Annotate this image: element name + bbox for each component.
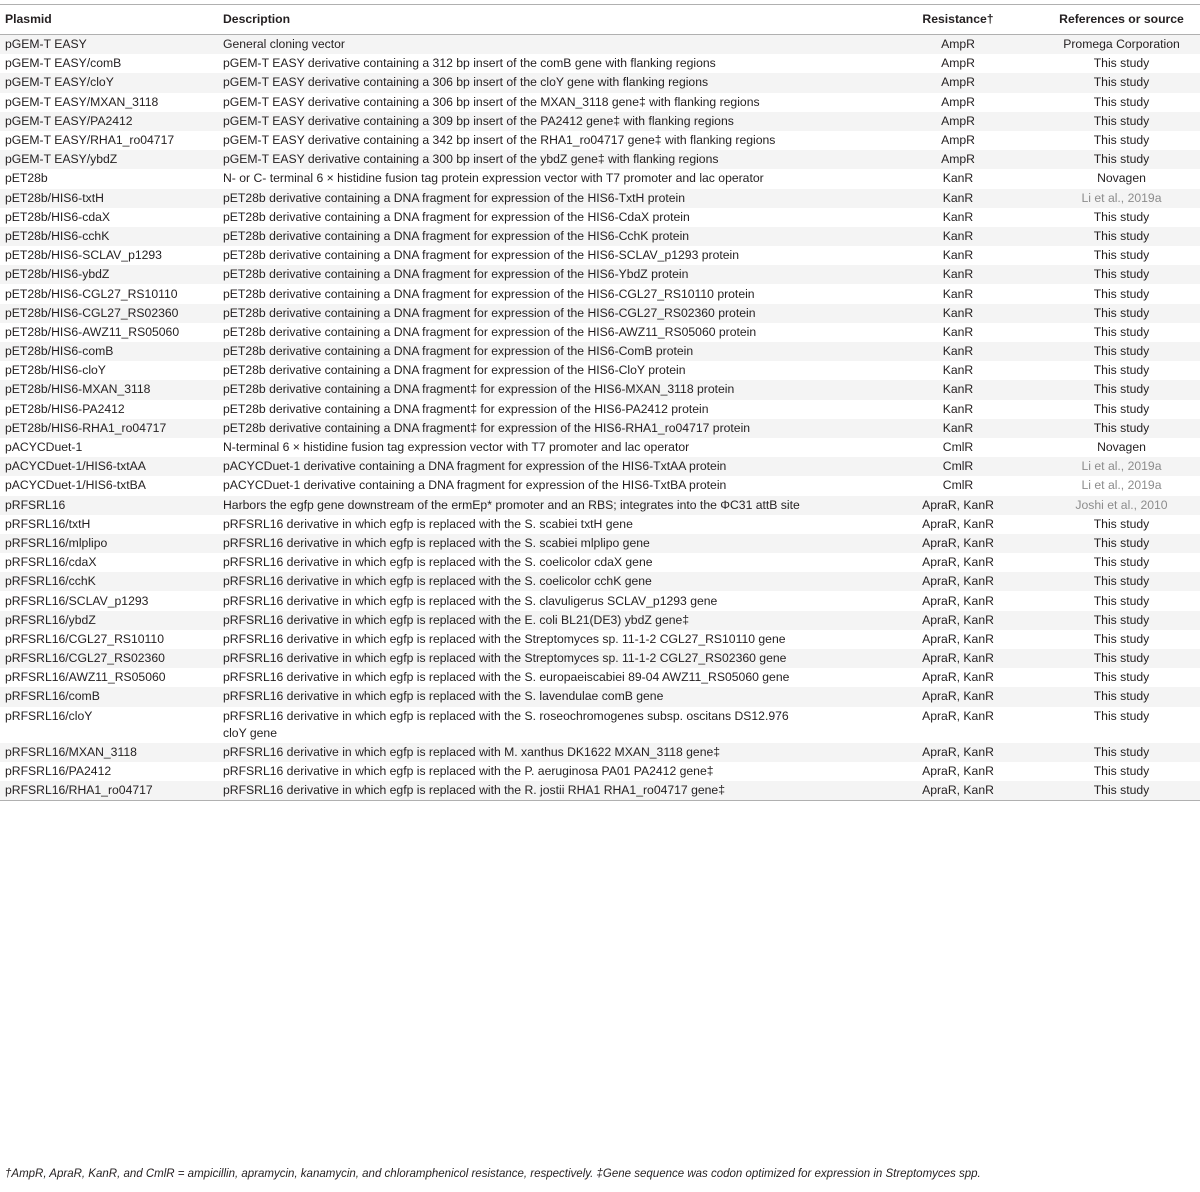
cell-description: pET28b derivative containing a DNA fragment for expression of the HIS6-SCLAV_p1293 protein (223, 248, 740, 263)
cell-resistance: KanR (942, 401, 974, 416)
cell-resistance: AprаR, KanR (922, 708, 994, 723)
cell-source: Li et al., 2019a (1081, 478, 1162, 493)
cell-resistance: AprаR, KanR (873, 649, 1043, 668)
cell-plasmid: pET28b/HIS6-ybdZ (0, 265, 223, 284)
cell-plasmid: pRFSRL16/comB (0, 687, 223, 706)
cell-plasmid: pGEM-T EASY/RHA1_ro04717 (5, 133, 175, 148)
cell-plasmid: pGEM-T EASY/ybdZ (0, 150, 223, 169)
cell-source: This study (1093, 324, 1150, 339)
table-row (0, 707, 1200, 743)
cell-plasmid: pRFSRL16/PA2412 (5, 764, 112, 779)
cell-description: pET28b derivative containing a DNA fragment‡ for expression of the HIS6-PA2412 protein (223, 401, 709, 416)
cell-plasmid: pRFSRL16/MXAN_3118 (0, 743, 223, 762)
cell-plasmid: pRFSRL16/txtH (5, 516, 91, 531)
cell-resistance: AprаR, KanR (873, 534, 1043, 553)
cell-plasmid: pRFSRL16/SCLAV_p1293 (5, 593, 149, 608)
cell-description: pRFSRL16 derivative in which egfp is replaced with the S. clavuligerus SCLAV_p1293 gene (223, 593, 718, 608)
cell-description: Harbors the egfp gene downstream of the ermEp* promoter and an RBS; integrates into the ΦC31 attB site (223, 496, 873, 515)
table-row (0, 553, 1200, 572)
cell-source: This study (1043, 572, 1200, 591)
cell-source: This study (1043, 265, 1200, 284)
table-row (0, 687, 1200, 706)
table-row (0, 611, 1200, 630)
plasmid-table (0, 4, 1200, 801)
table-row (0, 630, 1200, 649)
table-row (0, 649, 1200, 668)
cell-description: pET28b derivative containing a DNA fragment for expression of the HIS6-CloY protein (223, 363, 686, 378)
table-row (0, 572, 1200, 591)
cell-description: pRFSRL16 derivative in which egfp is replaced with the S. europaeiscabiei 89-04 AWZ11_RS05060 gene (223, 670, 790, 685)
cell-plasmid: pET28b/HIS6-txtH (0, 189, 223, 208)
cell-plasmid: pRFSRL16 (0, 496, 223, 515)
cell-plasmid: pACYCDuet-1/HIS6-txtAA (0, 457, 223, 476)
cell-resistance: AprаR, KanR (922, 555, 994, 570)
table-row (0, 284, 1200, 303)
cell-source: This study (1093, 363, 1150, 378)
cell-description: pET28b derivative containing a DNA fragment‡ for expression of the HIS6-RHA1_ro04717 protein (223, 419, 873, 438)
table-row (0, 400, 1200, 419)
cell-description: pACYCDuet-1 derivative containing a DNA fragment for expression of the HIS6-TxtAA protein (223, 457, 873, 476)
table-row (0, 668, 1200, 687)
cell-source: Novagen (1097, 171, 1146, 186)
cell-resistance: AprаR, KanR (873, 572, 1043, 591)
table-row (0, 150, 1200, 169)
cell-source: This study (1043, 687, 1200, 706)
table-row (0, 515, 1200, 534)
cell-plasmid: pRFSRL16/ybdZ (0, 611, 223, 630)
table-row (0, 438, 1200, 457)
cell-source: This study (1043, 150, 1200, 169)
cell-description: pGEM-T EASY derivative containing a 300 bp insert of the ybdZ gene‡ with flanking regions (223, 150, 873, 169)
table-row (0, 476, 1200, 495)
cell-description: pRFSRL16 derivative in which egfp is replaced with the S. roseochromogenes subsp. oscitans DS12.976 cloY gene (223, 708, 789, 740)
cell-resistance: CmlR (873, 457, 1043, 476)
cell-plasmid: pRFSRL16/RHA1_ro04717 (0, 781, 223, 801)
cell-resistance: KanR (873, 189, 1043, 208)
cell-description: pRFSRL16 derivative in which egfp is replaced with the R. jostii RHA1 RHA1_ro04717 gene‡ (223, 781, 873, 801)
cell-plasmid: pET28b/HIS6-SCLAV_p1293 (5, 248, 162, 263)
cell-resistance: KanR (942, 286, 974, 301)
cell-resistance: KanR (873, 380, 1043, 399)
table-row (0, 304, 1200, 323)
cell-source: This study (1093, 286, 1150, 301)
cell-resistance: KanR (942, 363, 974, 378)
cell-description: pGEM-T EASY derivative containing a 342 bp insert of the RHA1_ro04717 gene‡ with flanking regions (223, 133, 776, 148)
cell-plasmid: pET28b/HIS6-comB (0, 342, 223, 361)
cell-description: N- or C- terminal 6 × histidine fusion tag protein expression vector with T7 promoter and lac operator (223, 171, 764, 186)
table-row (0, 419, 1200, 438)
header-resistance: Resistance† (873, 5, 1043, 35)
cell-description: pET28b derivative containing a DNA fragment for expression of the HIS6-CGL27_RS02360 protein (223, 304, 873, 323)
cell-description: pRFSRL16 derivative in which egfp is replaced with the Streptomyces sp. 11-1-2 CGL27_RS10110 gene (223, 631, 786, 646)
cell-resistance: AmpR (873, 112, 1043, 131)
table-row (0, 35, 1200, 55)
cell-source: This study (1043, 743, 1200, 762)
cell-description: N-terminal 6 × histidine fusion tag expression vector with T7 promoter and lac operator (223, 440, 690, 455)
cell-resistance: AprаR, KanR (873, 496, 1043, 515)
table-row (0, 534, 1200, 553)
header-plasmid: Plasmid (0, 5, 223, 35)
cell-plasmid: pACYCDuet-1/HIS6-txtBA (5, 478, 146, 493)
cell-plasmid: pET28b/HIS6-cloY (5, 363, 106, 378)
cell-resistance: KanR (873, 419, 1043, 438)
cell-resistance: KanR (942, 209, 974, 224)
cell-plasmid: pET28b/HIS6-AWZ11_RS05060 (5, 324, 180, 339)
table-row (0, 496, 1200, 515)
cell-source: This study (1093, 401, 1150, 416)
cell-resistance: AmpR (941, 133, 975, 148)
cell-source: Li et al., 2019a (1043, 189, 1200, 208)
table-row (0, 457, 1200, 476)
cell-plasmid: pRFSRL16/mlplipo (0, 534, 223, 553)
cell-description: pET28b derivative containing a DNA fragment for expression of the HIS6-YbdZ protein (223, 265, 873, 284)
cell-description: pET28b derivative containing a DNA fragment for expression of the HIS6-CdaX protein (223, 209, 690, 224)
cell-plasmid: pGEM-T EASY/PA2412 (0, 112, 223, 131)
cell-source: This study (1093, 555, 1150, 570)
cell-description: pRFSRL16 derivative in which egfp is replaced with the S. scabiei txtH gene (223, 516, 633, 531)
cell-description: pGEM-T EASY derivative containing a 309 bp insert of the PA2412 gene‡ with flanking regions (223, 112, 873, 131)
cell-resistance: KanR (942, 324, 974, 339)
table-row (0, 762, 1200, 781)
cell-resistance: KanR (873, 227, 1043, 246)
table-row (0, 591, 1200, 610)
cell-resistance: KanR (873, 342, 1043, 361)
cell-resistance: KanR (942, 171, 974, 186)
cell-source: This study (1043, 534, 1200, 553)
table-body (0, 35, 1200, 801)
table-row (0, 246, 1200, 265)
cell-resistance: AmpR (873, 150, 1043, 169)
table-row (0, 169, 1200, 188)
cell-resistance: AprаR, KanR (873, 743, 1043, 762)
cell-source: This study (1093, 133, 1150, 148)
cell-plasmid: pET28b/HIS6-CGL27_RS02360 (0, 304, 223, 323)
header-description: Description (223, 5, 873, 35)
cell-resistance: CmlR (942, 478, 974, 493)
cell-resistance: AmpR (873, 35, 1043, 55)
cell-source: Li et al., 2019a (1043, 457, 1200, 476)
cell-plasmid: pGEM-T EASY/cloY (0, 73, 223, 92)
cell-source: This study (1043, 380, 1200, 399)
cell-source: This study (1043, 342, 1200, 361)
table-row (0, 361, 1200, 380)
cell-source: This study (1043, 112, 1200, 131)
header-source: References or source (1043, 5, 1200, 35)
cell-source: This study (1043, 781, 1200, 801)
cell-source: This study (1093, 593, 1150, 608)
cell-source: This study (1043, 304, 1200, 323)
cell-source: This study (1093, 708, 1150, 723)
cell-plasmid: pGEM-T EASY/comB (5, 56, 122, 71)
cell-source: This study (1043, 611, 1200, 630)
cell-plasmid: pET28b/HIS6-cdaX (5, 209, 111, 224)
cell-source: This study (1043, 649, 1200, 668)
cell-source: This study (1093, 631, 1150, 646)
cell-source: Promega Corporation (1043, 35, 1200, 55)
table-row (0, 342, 1200, 361)
cell-description: pET28b derivative containing a DNA fragment‡ for expression of the HIS6-MXAN_3118 protein (223, 380, 873, 399)
cell-plasmid: pGEM-T EASY/MXAN_3118 (5, 94, 159, 109)
cell-source: This study (1043, 73, 1200, 92)
table-row (0, 380, 1200, 399)
cell-plasmid: pRFSRL16/CGL27_RS02360 (0, 649, 223, 668)
cell-resistance: AprаR, KanR (922, 764, 994, 779)
table-header-row (0, 5, 1200, 35)
cell-source: This study (1093, 209, 1150, 224)
cell-plasmid: pACYCDuet-1 (5, 440, 83, 455)
cell-description: pACYCDuet-1 derivative containing a DNA fragment for expression of the HIS6-TxtBA protein (223, 478, 727, 493)
table-row (0, 265, 1200, 284)
cell-plasmid: pET28b/HIS6-cchK (0, 227, 223, 246)
cell-resistance: KanR (873, 265, 1043, 284)
cell-description: pRFSRL16 derivative in which egfp is replaced with the Streptomyces sp. 11-1-2 CGL27_RS02360 gene (223, 649, 873, 668)
cell-source: This study (1093, 516, 1150, 531)
cell-description: pET28b derivative containing a DNA fragment for expression of the HIS6-CchK protein (223, 227, 873, 246)
cell-description: pRFSRL16 derivative in which egfp is replaced with the S. coelicolor cchK gene (223, 572, 873, 591)
cell-resistance: AmpR (941, 94, 975, 109)
cell-description: pET28b derivative containing a DNA fragment for expression of the HIS6-TxtH protein (223, 189, 873, 208)
cell-resistance: KanR (873, 304, 1043, 323)
cell-plasmid: pRFSRL16/cloY (5, 708, 93, 723)
table-row (0, 227, 1200, 246)
cell-resistance: AprаR, KanR (922, 516, 994, 531)
cell-resistance: KanR (942, 248, 974, 263)
table-row (0, 54, 1200, 73)
cell-plasmid: pET28b/HIS6-CGL27_RS10110 (5, 286, 178, 301)
cell-resistance: AprаR, KanR (922, 631, 994, 646)
cell-description: pGEM-T EASY derivative containing a 306 bp insert of the cloY gene with flanking regions (223, 73, 873, 92)
cell-description: General cloning vector (223, 35, 873, 55)
table-row (0, 73, 1200, 92)
cell-description: pET28b derivative containing a DNA fragment for expression of the HIS6-ComB protein (223, 342, 873, 361)
cell-description: pRFSRL16 derivative in which egfp is replaced with the E. coli BL21(DE3) ybdZ gene‡ (223, 611, 873, 630)
cell-description: pET28b derivative containing a DNA fragment for expression of the HIS6-AWZ11_RS05060 protein (223, 324, 757, 339)
cell-resistance: AprаR, KanR (873, 687, 1043, 706)
table-row (0, 112, 1200, 131)
cell-resistance: AmpR (941, 56, 975, 71)
table-row (0, 781, 1200, 801)
table-row (0, 743, 1200, 762)
table-row (0, 208, 1200, 227)
cell-source: This study (1093, 56, 1150, 71)
cell-description: pET28b derivative containing a DNA fragment for expression of the HIS6-CGL27_RS10110 protein (223, 286, 755, 301)
cell-description: pRFSRL16 derivative in which egfp is replaced with M. xanthus DK1622 MXAN_3118 gene‡ (223, 743, 873, 762)
cell-plasmid: pET28b (5, 171, 48, 186)
table-footnote: †AmpR, ApraR, KanR, and CmlR = ampicillin, apramycin, kanamycin, and chloramphenicol resistance, respectively. ‡Gene sequence was codon optimized for expression in Streptomyces spp. (5, 1168, 981, 1180)
cell-description: pGEM-T EASY derivative containing a 312 bp insert of the comB gene with flanking regions (223, 56, 716, 71)
cell-source: Joshi et al., 2010 (1043, 496, 1200, 515)
cell-description: pGEM-T EASY derivative containing a 306 bp insert of the MXAN_3118 gene‡ with flanking regions (223, 94, 760, 109)
cell-plasmid: pRFSRL16/cchK (0, 572, 223, 591)
table-row (0, 189, 1200, 208)
cell-resistance: CmlR (942, 440, 974, 455)
cell-resistance: AprаR, KanR (873, 611, 1043, 630)
cell-source: This study (1043, 227, 1200, 246)
table-row (0, 323, 1200, 342)
cell-resistance: AprаR, KanR (922, 593, 994, 608)
cell-plasmid: pGEM-T EASY (0, 35, 223, 55)
table-row (0, 131, 1200, 150)
table-row (0, 93, 1200, 112)
cell-resistance: AprаR, KanR (922, 670, 994, 685)
cell-source: Novagen (1097, 440, 1146, 455)
cell-source: This study (1093, 94, 1150, 109)
cell-source: This study (1093, 248, 1150, 263)
cell-plasmid: pET28b/HIS6-RHA1_ro04717 (0, 419, 223, 438)
cell-source: This study (1043, 419, 1200, 438)
cell-description: pRFSRL16 derivative in which egfp is replaced with the S. lavendulae comB gene (223, 687, 873, 706)
cell-plasmid: pRFSRL16/AWZ11_RS05060 (5, 670, 166, 685)
cell-description: pRFSRL16 derivative in which egfp is replaced with the S. scabiei mlplipo gene (223, 534, 873, 553)
cell-description: pRFSRL16 derivative in which egfp is replaced with the S. coelicolor cdaX gene (223, 555, 653, 570)
cell-source: This study (1093, 764, 1150, 779)
cell-description: pRFSRL16 derivative in which egfp is replaced with the P. aeruginosa PA01 PA2412 gene‡ (223, 764, 714, 779)
cell-source: This study (1093, 670, 1150, 685)
cell-resistance: AmpR (873, 73, 1043, 92)
cell-plasmid: pET28b/HIS6-PA2412 (5, 401, 125, 416)
cell-plasmid: pET28b/HIS6-MXAN_3118 (0, 380, 223, 399)
cell-resistance: AprаR, KanR (873, 781, 1043, 801)
cell-plasmid: pRFSRL16/CGL27_RS10110 (5, 631, 164, 646)
cell-plasmid: pRFSRL16/cdaX (5, 555, 97, 570)
